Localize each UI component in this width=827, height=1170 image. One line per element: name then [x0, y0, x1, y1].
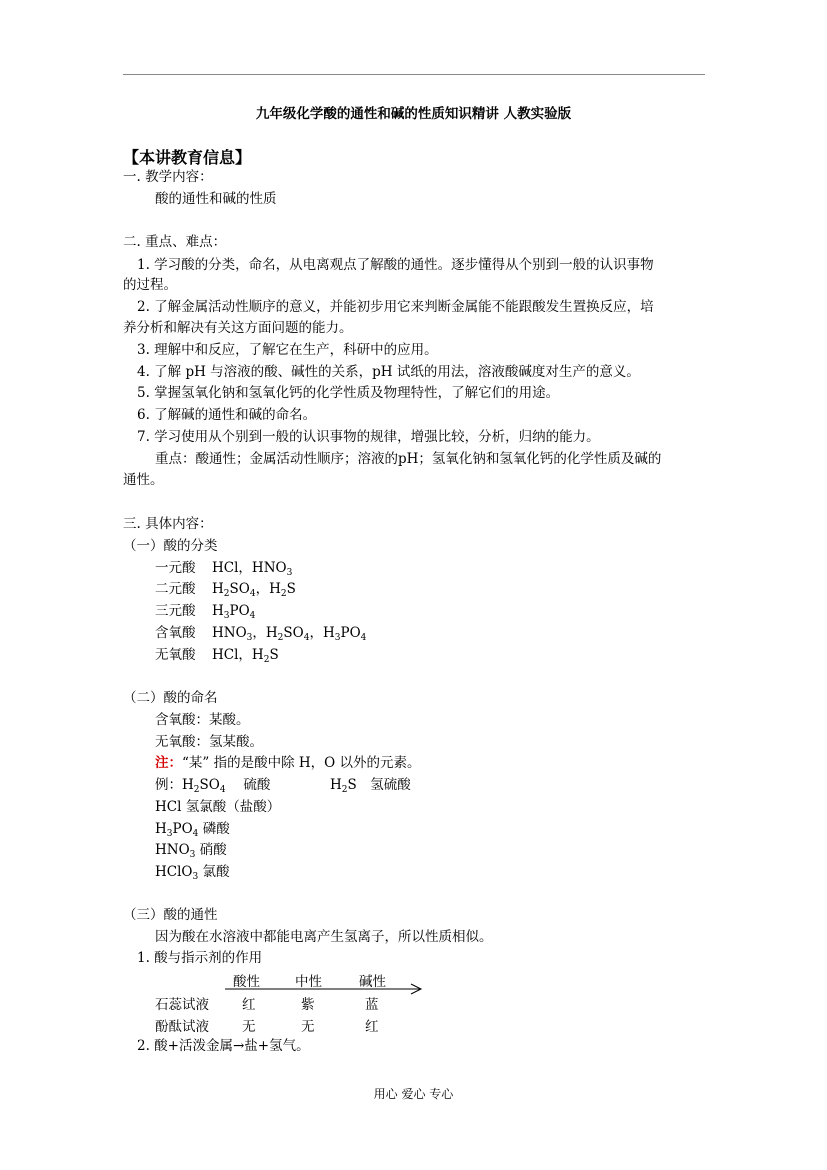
s2-key-points: 重点：酸通性；金属活动性顺序；溶液的pH；氢氧化钠和氢氧化钙的化学性质及碱的 — [155, 451, 662, 467]
s2-item: 3. 理解中和反应，了解它在生产，科研中的应用。 — [137, 342, 438, 358]
table-header: 碱性 — [359, 974, 386, 990]
naming-example: HCl 氢氯酸（盐酸） — [155, 799, 281, 815]
acid-class-label: 含氧酸 — [155, 625, 196, 641]
naming-nonoxy: 无氧酸：氢某酸。 — [155, 734, 263, 750]
naming-example: 例：$H_2SO_4$ 硫酸 — [155, 777, 271, 795]
s2-item: 6. 了解碱的通性和碱的命名。 — [137, 407, 317, 423]
s1-heading: 一. 教学内容： — [123, 169, 213, 185]
s2-item: 4. 了解 pH 与溶液的酸、碱性的关系，pH 试纸的用法，溶液酸碱度对生产的意义。 — [137, 364, 640, 380]
acid-class-label: 三元酸 — [155, 603, 196, 619]
sub3-point1: 1. 酸与指示剂的作用 — [137, 950, 263, 966]
page-footer: 用心 爱心 专心 — [373, 1087, 454, 1101]
acid-class-label: 二元酸 — [155, 581, 196, 597]
s2-item: 5. 掌握氢氧化钠和氢氧化钙的化学性质及物理特性，了解它们的用途。 — [137, 385, 560, 401]
indicator-name: 石蕊试液 — [155, 997, 209, 1013]
section-header: 【本讲教育信息】 — [123, 148, 252, 167]
indicator-cell: 无 — [301, 1019, 315, 1035]
naming-example: HClO$_3$ 氯酸 — [155, 864, 230, 882]
acid-class-formula: $HNO_3$，$H_2SO_4$，$H_3PO_4$ — [212, 625, 367, 643]
sub3-heading: （三）酸的通性 — [123, 907, 218, 923]
acid-class-formula: HCl，$H_2S$ — [212, 647, 279, 665]
naming-example: $H_2S$ 氢硫酸 — [330, 777, 411, 795]
naming-note — [155, 754, 421, 772]
naming-example: $H_3PO_4$ 磷酸 — [155, 821, 230, 839]
indicator-cell: 红 — [242, 997, 256, 1013]
table-header: 中性 — [295, 974, 322, 990]
acid-class-label: 一元酸 — [155, 560, 196, 576]
s2-heading: 二. 重点、难点： — [123, 234, 227, 250]
naming-example: $HNO_3$ 硝酸 — [155, 842, 227, 860]
naming-oxy: 含氧酸：某酸。 — [155, 712, 250, 728]
sub3-point2: 2. 酸+活泼金属→盐+氢气。 — [137, 1038, 310, 1054]
s1-body: 酸的通性和碱的性质 — [155, 191, 277, 207]
indicator-cell: 蓝 — [365, 997, 379, 1013]
indicator-name: 酚酞试液 — [155, 1019, 209, 1035]
indicator-cell: 红 — [365, 1019, 379, 1035]
indicator-cell: 无 — [242, 1019, 256, 1035]
s2-item: 养分析和解决有关这方面问题的能力。 — [123, 320, 353, 336]
sub2-heading: （二）酸的命名 — [123, 690, 218, 706]
s2-item: 7. 学习使用从个别到一般的认识事物的规律，增强比较，分析，归纳的能力。 — [137, 429, 600, 445]
sub1-heading: （一）酸的分类 — [123, 538, 218, 554]
table-header: 酸性 — [233, 974, 260, 990]
acid-class-formula: $H_2SO_4$，$H_2S$ — [212, 581, 296, 599]
s2-key-points-cont: 通性。 — [123, 472, 164, 488]
acid-class-label: 无氧酸 — [155, 647, 196, 663]
acid-class-formula: $H_3PO_4$ — [212, 603, 256, 621]
acid-class-formula: HCl，$HNO_3$ — [212, 560, 293, 578]
document-title: 九年级化学酸的通性和碱的性质知识精讲 人教实验版 — [255, 106, 572, 122]
s2-item: 1. 学习酸的分类，命名，从电离观点了解酸的通性。逐步懂得从个别到一般的认识事物 — [137, 257, 654, 273]
header-rule — [123, 74, 705, 75]
indicator-cell: 紫 — [301, 997, 315, 1013]
note-text: “某” 指的是酸中除 H，O 以外的元素。 — [182, 755, 421, 771]
s2-item: 2. 了解金属活动性顺序的意义，并能初步用它来判断金属能不能跟酸发生置换反应，培 — [137, 299, 654, 315]
note-label: 注： — [155, 755, 182, 771]
sub3-intro: 因为酸在水溶液中都能电离产生氢离子，所以性质相似。 — [155, 929, 493, 945]
s2-item: 的过程。 — [123, 277, 177, 293]
s3-heading: 三. 具体内容： — [123, 516, 213, 532]
